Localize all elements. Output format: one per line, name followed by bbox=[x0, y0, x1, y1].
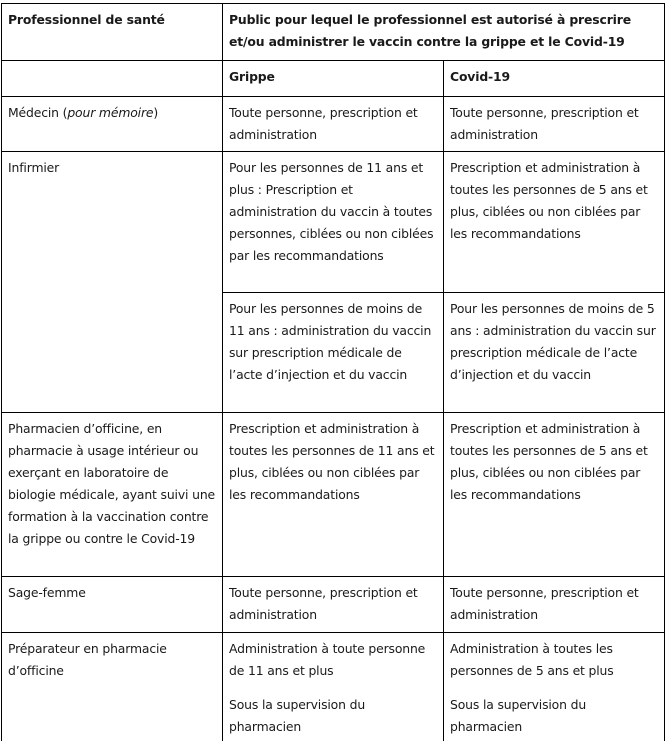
subheader-grippe: Grippe bbox=[223, 61, 444, 97]
cell-pharmacien-grippe: Prescription et administration à toutes les personnes de 11 ans et plus, ciblées ou non ciblées par les recommandations bbox=[223, 413, 444, 577]
label-italic: pour mémoire bbox=[67, 105, 154, 120]
cell-medecin-covid: Toute personne, prescription et administration bbox=[444, 97, 665, 152]
preparateur-grippe-line-2: Sous la supervision du pharmacien bbox=[229, 697, 366, 734]
header-row bbox=[2, 4, 665, 61]
cell-infirmier-grippe-2: Pour les personnes de moins de 11 ans : administration du vaccin sur prescription médicale de l’acte d’injection et du vaccin bbox=[223, 293, 444, 413]
row-label-pharmacien: Pharmacien d’officine, en pharmacie à usage intérieur ou exerçant en laboratoire de biologie médicale, ayant suivi une formation à la vaccination contre la grippe ou contre le Covid-19 bbox=[2, 413, 223, 577]
table-row-pharmacien bbox=[2, 413, 665, 577]
table-row-preparateur bbox=[2, 633, 665, 741]
label-end: ) bbox=[153, 105, 159, 120]
cell-sage-femme-grippe: Toute personne, prescription et administration bbox=[223, 577, 444, 633]
row-label-medecin bbox=[2, 97, 223, 152]
cell-infirmier-grippe-1: Pour les personnes de 11 ans et plus : Prescription et administration du vaccin à toutes personnes, ciblées ou non ciblées par les recommandations bbox=[223, 152, 444, 293]
row-label-infirmier: Infirmier bbox=[2, 152, 223, 413]
row-label-sage-femme: Sage-femme bbox=[2, 577, 223, 633]
header-professional: Professionnel de santé bbox=[2, 4, 223, 61]
subheader-empty bbox=[2, 61, 223, 97]
label-text: Médecin ( bbox=[8, 105, 68, 120]
header-public: Public pour lequel le professionnel est autorisé à prescrire et/ou administrer le vaccin contre la grippe et le Covid-19 bbox=[223, 4, 665, 61]
cell-sage-femme-covid: Toute personne, prescription et administration bbox=[444, 577, 665, 633]
table-row-infirmier-1 bbox=[2, 152, 665, 293]
subheader-row bbox=[2, 61, 665, 97]
vaccination-authorization-table bbox=[1, 3, 665, 741]
cell-infirmier-covid-2: Pour les personnes de moins de 5 ans : administration du vaccin sur prescription médicale de l’acte d’injection et du vaccin bbox=[444, 293, 665, 413]
cell-infirmier-covid-1: Prescription et administration à toutes les personnes de 5 ans et plus, ciblées ou non ciblées par les recommandations bbox=[444, 152, 665, 293]
preparateur-covid-line-2: Sous la supervision du pharmacien bbox=[450, 697, 587, 734]
table-row-medecin bbox=[2, 97, 665, 152]
row-label-preparateur: Préparateur en pharmacie d’officine bbox=[2, 633, 223, 741]
subheader-covid: Covid-19 bbox=[444, 61, 665, 97]
cell-preparateur-covid bbox=[444, 633, 665, 741]
table-row-sage-femme bbox=[2, 577, 665, 633]
cell-pharmacien-covid: Prescription et administration à toutes les personnes de 5 ans et plus, ciblées ou non ciblées par les recommandations bbox=[444, 413, 665, 577]
preparateur-covid-line-1: Administration à toutes les personnes de 5 ans et plus bbox=[450, 641, 614, 678]
cell-medecin-grippe: Toute personne, prescription et administration bbox=[223, 97, 444, 152]
preparateur-grippe-line-1: Administration à toute personne de 11 ans et plus bbox=[229, 641, 426, 678]
cell-preparateur-grippe bbox=[223, 633, 444, 741]
